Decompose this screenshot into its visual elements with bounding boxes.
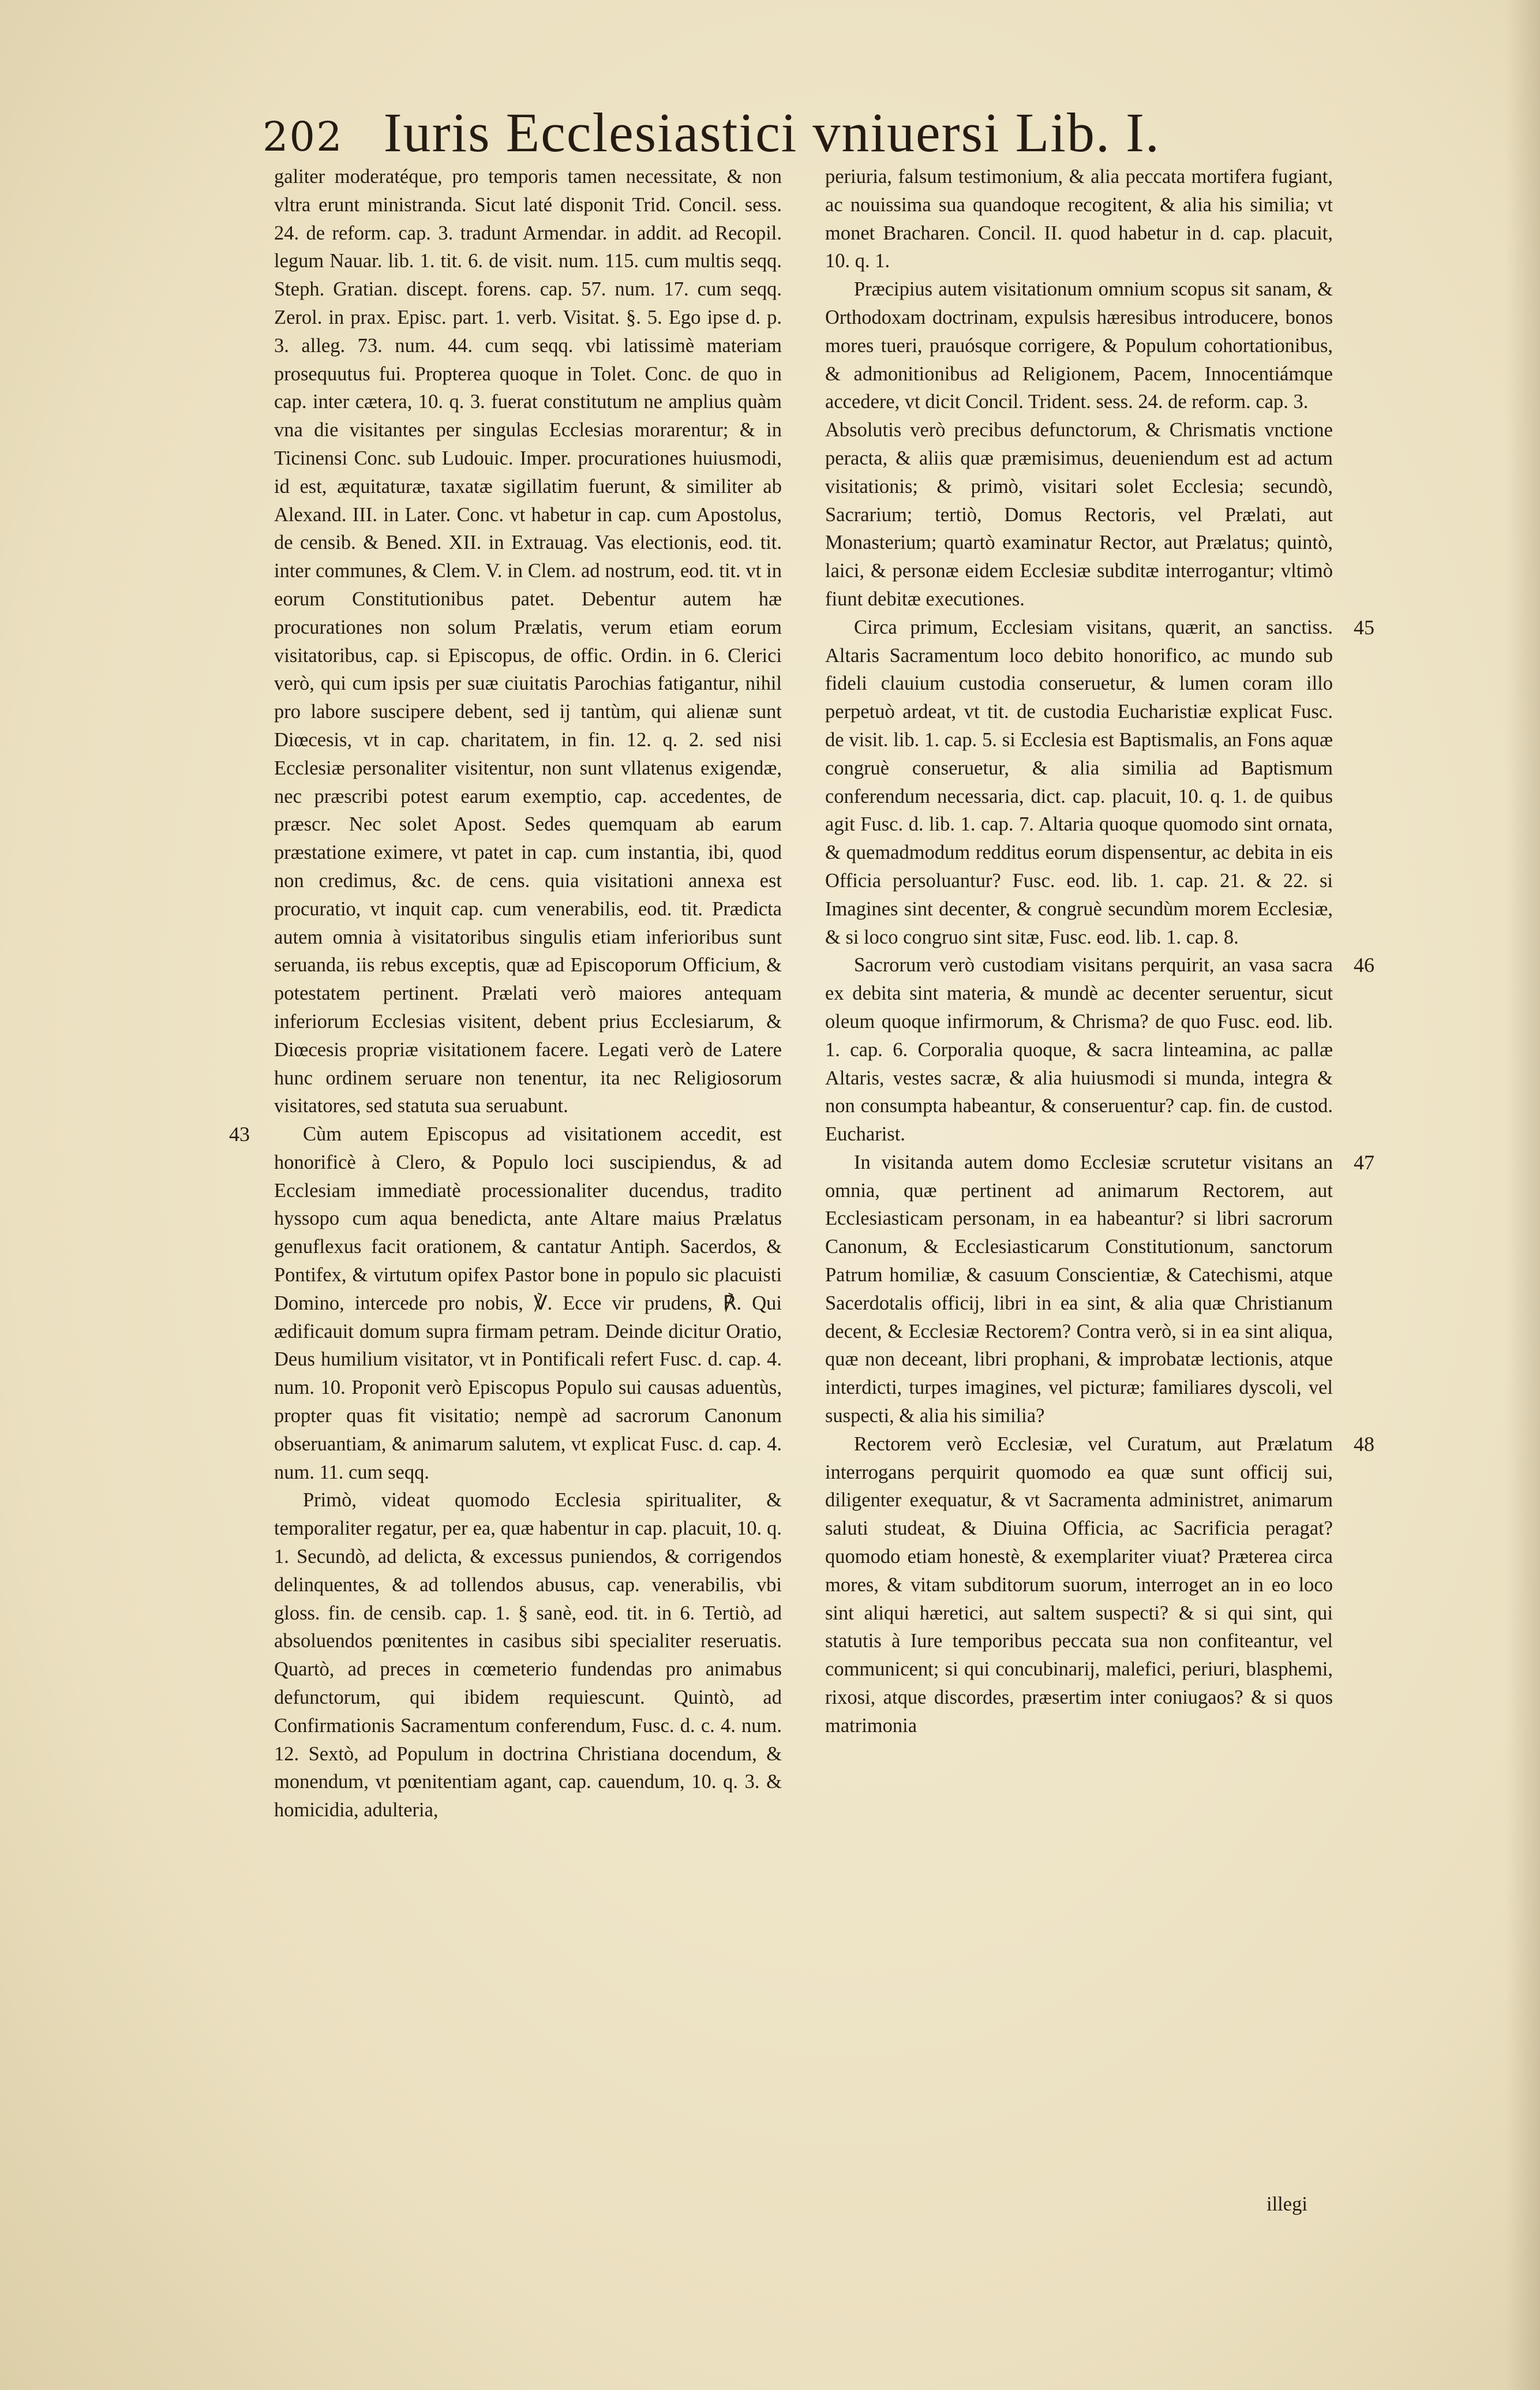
paragraph-block xyxy=(825,275,1333,416)
paragraph-text: Primò, videat quomodo Ecclesia spiritualiter, & temporaliter regatur, per ea, quæ habentur in cap. placuit, 10. q. 1. Secundò, ad delicta, & excessus puniendos, & corrigendos delinquentes, & ad tollendos abusus, cap. venerabilis, vbi gloss. fin. de censib. cap. 1. § sanè, eod. tit. in 6. Tertiò, ad absoluendos pœnitentes in casibus sibi specialiter reseruatis. Quartò, ad preces in cœmeterio fundendas pro animabus defunctorum, qui ibidem requiescunt. Quintò, ad Confirmationis Sacramentum conferendum, Fusc. d. c. 4. num. 12. Sextò, ad Populum in doctrina Christiana docendum, & monendum, vt pœnitentiam agant, cap. cauendum, 10. q. 3. & homicidia, adulteria, xyxy=(274,1489,782,1822)
paragraph-block xyxy=(825,614,1374,952)
page-number: 202 xyxy=(263,113,343,160)
paragraph-text: galiter moderatéque, pro temporis tamen necessitate, & non vltra erunt ministranda. Sicut laté disponit Trid. Concil. sess. 24. de reform. cap. 3. tradunt Armendar. in addit. ad Recopil. legum Nauar. lib. 1. tit. 6. de visit. num. 115. cum multis seqq. Steph. Gratian. discept. forens. cap. 57. num. 17. cum seqq. Zerol. in prax. Episc. part. 1. verb. Visitat. §. 5. Ego ipse d. p. 3. alleg. 73. num. 44. cum seqq. vbi latissimè materiam prosequutus fui. Propterea quoque in Tolet. Conc. de quo in cap. inter cætera, 10. q. 3. fuerat constitutum ne amplius quàm vna die visitantes per singulas Ecclesias morarentur; & in Ticinensi Conc. sub Ludouic. Imper. procurationes huiusmodi, id est, æquitaturæ, taxatæ sigillatim fuerunt, & similiter ab Alexand. III. in Later. Conc. vt habetur in cap. cum Apostolus, de censib. & Bened. XII. in Extrauag. Vas electionis, eod. tit. inter communes, & Clem. V. in Clem. ad nostrum, eod. tit. vt in eorum Constitutionibus patet. Debentur autem hæ procurationes non solum Prælatis, verum etiam eorum visitatoribus, cap. si Episcopus, de offic. Ordin. in 6. Clerici verò, qui cum ipsis per suæ ciuitatis Parochias fatigantur, nihil pro labore suscipere debent, sed ij tantùm, qui alienæ sunt Diœcesis, vt in cap. charitatem, in fin. 12. q. 2. sed nisi Ecclesiæ personaliter visitentur, non sunt vllatenus exigendæ, nec præscribi potest earum exemptio, cap. accedentes, de præscr. Nec solet Apost. Sedes quemquam ab earum præstatione eximere, vt patet in cap. cum instantia, ibi, quod non credimus, &c. de cens. quia visitationi annexa est procuratio, vt inquit cap. cum venerabilis, eod. tit. Prædicta autem omnia à visitatoribus singulis etiam inferioribus sunt seruanda, iis rebus exceptis, quæ ad Episcoporum Officium, & potestatem pertinent. Prælati verò maiores antequam inferiorum Ecclesias visitent, debent prius Ecclesiarum, & Diœcesis propriæ visitationem facere. Legati verò de Latere hunc ordinem seruare non tenentur, ita nec Religiosorum visitatores, sed statuta sua seruabunt. xyxy=(274,166,782,1117)
catchword: illegi xyxy=(1267,2193,1307,2215)
marginal-number: 48 xyxy=(1354,1432,1374,1456)
paragraph-text: Rectorem verò Ecclesiæ, vel Curatum, aut Prælatum interrogans perquirit quomodo ea quæ sunt officij sui, diligenter exequatur, & vt Sacramenta administret, animarum saluti studeat, & Diuina Officia, ac Sacrificia peragat? quomodo etiam honestè, & exemplariter viuat? Præterea circa mores, & vitam subditorum suorum, interroget an in eo loco sint aliqui hæretici, aut saltem suspecti? & si qui sint, qui statutis à Iure temporibus peccata sua non confiteantur, vel communicent; si qui concubinarij, malefici, periuri, blasphemi, rixosi, atque discordes, præsertim inter coniugaos? & si quos matrimonia xyxy=(825,1432,1333,1737)
paragraph-block xyxy=(825,1430,1374,1740)
paragraph-text: Circa primum, Ecclesiam visitans, quærit, an sanctiss. Altaris Sacramentum loco debito honorifico, ac mundo sub fideli clauium custodia conseruetur, & lumen coram illo perpetuò ardeat, vt tit. de custodia Eucharistiæ explicat Fusc. de visit. lib. 1. cap. 5. si Ecclesia est Baptismalis, an Fons aquæ congruè conseruetur, & alia similia ad Baptismum conferendum necessaria, dict. cap. placuit, 10. q. 1. de quibus agit Fusc. d. lib. 1. cap. 7. Altaria quoque quomodo sint ornata, & quemadmodum redditus eorum dispensentur, ac debita in eis Officia persoluantur? Fusc. eod. lib. 1. cap. 21. & 22. si Imagines sint decenter, & congruè secundùm morem Ecclesiæ, & si loco congruo sint sitæ, Fusc. eod. lib. 1. cap. 8. xyxy=(825,616,1333,948)
paragraph-block xyxy=(274,1486,782,1824)
marginal-number: 47 xyxy=(1354,1150,1374,1174)
paragraph-block xyxy=(825,163,1333,275)
paragraph-block xyxy=(274,163,782,1120)
paragraph-text: In visitanda autem domo Ecclesiæ scrutetur visitans an omnia, quæ pertinent ad animarum Rectorem, aut Ecclesiasticam personam, in ea habeantur? si libri sacrorum Canonum, & Ecclesiasticarum Constitutionum, sanctorum Patrum homiliæ, & casuum Conscientiæ, & Catechismi, atque Sacerdotalis officij, libri in ea sint, & alia quæ Christianum decent, & Ecclesiæ Rectorem? Contra verò, si in ea sint aliqua, quæ non deceant, libri prophani, & improbatæ lectionis, atque interdicti, turpes imagines, vel picturæ; familiares dyscoli, vel suspecti, & alia his similia? xyxy=(825,1151,1333,1427)
paragraph-text: Præcipius autem visitationum omnium scopus sit sanam, & Orthodoxam doctrinam, expulsis hæresibus introducere, bonos mores tueri, prauósque corrigere, & Populum cohortationibus, & admonitionibus ad Religionem, Pacem, Innocentiámque accedere, vt dicit Concil. Trident. sess. 24. de reform. cap. 3. xyxy=(825,278,1333,413)
right-text-column xyxy=(825,163,1374,2217)
marginal-number: 43 xyxy=(229,1123,250,1146)
paragraph-text: periuria, falsum testimonium, & alia peccata mortifera fugiant, ac nouissima sua quandoque recogitent, & alia his similia; vt monet Bracharen. Concil. II. quod habetur in d. cap. placuit, 10. q. 1. xyxy=(825,166,1333,272)
paragraph-text: Sacrorum verò custodiam visitans perquirit, an vasa sacra ex debita sint materia, & mundè ac decenter seruentur, sicut oleum quoque infirmorum, & Chrisma? de quo Fusc. eod. lib. 1. cap. 6. Corporalia quoque, & sacra linteamina, ac pallæ Altaris, vestes sacræ, & alia huiusmodi si munda, integra & non consumpta habeantur, & conseruentur? cap. fin. de custod. Eucharist. xyxy=(825,954,1333,1146)
paragraph-text: Cùm autem Episcopus ad visitationem accedit, est honorificè à Clero, & Populo loci suscipiendus, & ad Ecclesiam immediatè processionaliter ducendus, tradito hyssopo cum aqua benedicta, ante Altare maius Prælatus genuflexus facit orationem, & cantatur Antiph. Sacerdos, & Pontifex, & virtutum opifex Pastor bone in populo sic placuisti Domino, intercede pro nobis, ℣. Ecce vir prudens, ℟. Qui ædificauit domum supra firmam petram. Deinde dicitur Oratio, Deus humilium visitator, vt in Pontificali refert Fusc. d. cap. 4. num. 10. Proponit verò Episcopus Populo sui causas aduentùs, propter quas fit visitatio; nempè ad sacrorum Canonum obseruantiam, & animarum salutem, vt explicat Fusc. d. cap. 4. num. 11. cum seqq. xyxy=(274,1123,782,1483)
paragraph-block xyxy=(229,1120,782,1486)
running-title: Iuris Ecclesiastici vniuersi Lib. I. xyxy=(383,102,1160,163)
paragraph-block xyxy=(825,951,1374,1149)
page-header xyxy=(263,80,1347,163)
marginal-number: 46 xyxy=(1354,953,1374,977)
page-edge-shadow xyxy=(1505,0,1540,2390)
left-text-column xyxy=(229,163,782,2217)
paragraph-text: Absolutis verò precibus defunctorum, & Chrismatis vnctione peracta, & aliis quæ præmisimus, deueniendum est ad actum visitationis; & primò, visitari solet Ecclesia; secundò, Sacrarium; tertiò, Domus Rectoris, vel Prælati, aut Monasterium; quartò examinatur Rector, aut Prælatus; quintò, laici, & personæ eidem Ecclesiæ subditæ interrogantur; vltimò fiunt debitæ executiones. xyxy=(825,419,1333,610)
paragraph-block xyxy=(825,416,1333,614)
paragraph-block xyxy=(825,1149,1374,1430)
marginal-number: 45 xyxy=(1354,615,1374,639)
